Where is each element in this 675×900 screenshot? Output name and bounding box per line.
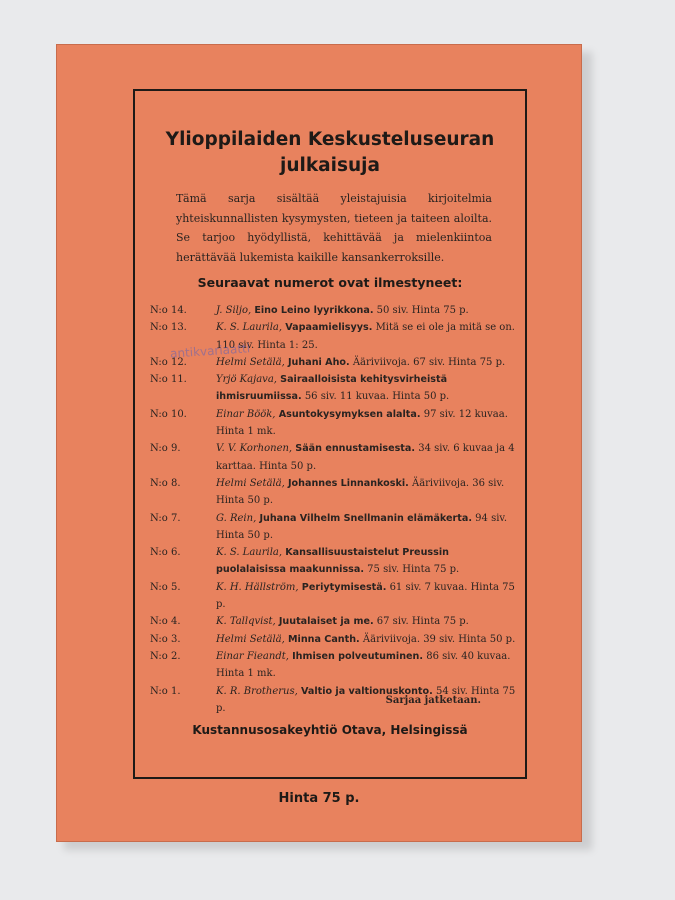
- work-title: Minna Canth.: [287, 633, 360, 645]
- work-title: Johannes Linnankoski.: [287, 477, 409, 489]
- issue-number: N:o 7.: [150, 512, 181, 524]
- author-name: Helmi Setälä,: [216, 356, 285, 368]
- work-title: Vapaamielisyys.: [285, 322, 373, 334]
- work-title: Juutalaiset ja me.: [278, 616, 374, 628]
- list-item: [150, 510, 516, 545]
- list-item: [150, 648, 516, 683]
- publisher-line: Kustannusosakeyhtiö Otava, Helsingissä: [192, 723, 468, 737]
- author-name: K. Tallqvist,: [216, 616, 276, 628]
- work-details: Ääriviivoja. 36 siv. Hinta 50 p.: [216, 477, 505, 507]
- list-item: [150, 631, 516, 648]
- author-name: G. Rein,: [216, 512, 257, 524]
- book-back-cover: [56, 44, 582, 842]
- entry-text: [216, 631, 516, 648]
- list-item: [150, 440, 516, 475]
- work-details: 56 siv. 11 kuvaa. Hinta 50 p.: [304, 391, 450, 403]
- entry-text: [216, 371, 516, 406]
- work-title: Juhani Aho.: [287, 356, 350, 368]
- issue-number: N:o 5.: [150, 581, 181, 593]
- work-title: Ihmisen polveutuminen.: [292, 650, 424, 662]
- list-item: [150, 544, 516, 579]
- author-name: K. S. Laurila,: [216, 322, 283, 334]
- work-title: Eino Leino lyyrikkona.: [254, 305, 374, 316]
- cover-price: Hinta 75 p.: [278, 791, 360, 806]
- series-intro: Tämä sarja sisältää yleistajuisia kirjoitelmia yhteiskunnallisten kysymysten, tieteen ja taiteen aloilta. Se tarjoo hyödyllistä, kehittävää ja mielenkiintoa herättävää lukemista kaikille kansankerroksille.: [176, 192, 492, 264]
- list-item: [150, 475, 516, 510]
- content-frame: [133, 89, 527, 779]
- issue-number: N:o 14.: [150, 305, 187, 316]
- author-name: Yrjö Kajava,: [216, 374, 277, 386]
- series-continued-note: Sarjaa jatketaan.: [385, 695, 481, 706]
- work-title: Asuntokysymyksen alalta.: [278, 408, 421, 420]
- work-title: Periytymisestä.: [301, 581, 387, 593]
- author-name: Einar Fieandt,: [216, 650, 289, 662]
- work-details: 75 siv. Hinta 75 p.: [367, 564, 460, 576]
- work-details: Mitä se ei ole ja mitä se on. 110 siv. Hinta 1: 25.: [216, 322, 515, 351]
- author-name: Helmi Setälä,: [216, 477, 285, 489]
- author-name: J. Siljo,: [216, 305, 252, 316]
- publication-list: [150, 302, 516, 717]
- work-title: Juhana Vilhelm Snellmanin elämäkerta.: [259, 512, 472, 524]
- author-name: K. H. Hällström,: [216, 581, 299, 593]
- work-details: 67 siv. Hinta 75 p.: [376, 616, 469, 628]
- issue-number: N:o 10.: [150, 408, 187, 420]
- issue-number: N:o 2.: [150, 650, 181, 662]
- work-details: 50 siv. Hinta 75 p.: [376, 305, 469, 316]
- watermark-text: antikvariaatti: [169, 341, 251, 361]
- list-item: [150, 613, 516, 630]
- work-title: Sairaalloisista kehitysvirheistä ihmisruumiissa.: [216, 374, 448, 403]
- series-title: Ylioppilaiden Keskusteluseuran julkaisuja: [165, 129, 495, 176]
- published-heading: Seuraavat numerot ovat ilmestyneet:: [197, 275, 463, 290]
- author-name: Einar Böök,: [216, 408, 276, 420]
- issue-number: N:o 9.: [150, 443, 181, 455]
- entry-text: [216, 648, 516, 683]
- entry-text: [216, 613, 516, 630]
- list-item: [150, 579, 516, 614]
- list-item: [150, 371, 516, 406]
- issue-number: N:o 11.: [150, 374, 187, 386]
- work-title: Valtio ja valtionuskonto.: [300, 685, 433, 697]
- entry-text: [216, 354, 516, 371]
- work-details: Ääriviivoja. 39 siv. Hinta 50 p.: [362, 633, 516, 645]
- issue-number: N:o 13.: [150, 322, 187, 334]
- issue-number: N:o 8.: [150, 477, 181, 489]
- work-details: 86 siv. 40 kuvaa. Hinta 1 mk.: [216, 650, 511, 680]
- entry-text: [216, 302, 516, 319]
- author-name: Helmi Setälä,: [216, 633, 285, 645]
- list-item: [150, 302, 516, 319]
- list-item: [150, 406, 516, 441]
- issue-number: N:o 1.: [150, 685, 181, 697]
- work-details: Ääriviivoja. 67 siv. Hinta 75 p.: [352, 356, 506, 368]
- work-title: Kansallisuustaistelut Preussin puolalaisissa maakunnissa.: [216, 547, 449, 576]
- entry-text: [216, 319, 516, 354]
- author-name: K. S. Laurila,: [216, 547, 283, 559]
- issue-number: N:o 3.: [150, 633, 181, 645]
- entry-text: [216, 544, 516, 579]
- entry-text: [216, 475, 516, 510]
- work-details: 34 siv. 6 kuvaa ja 4 karttaa. Hinta 50 p.: [216, 443, 515, 472]
- work-details: 94 siv. Hinta 50 p.: [216, 512, 508, 541]
- work-details: 54 siv. Hinta 75 p.: [216, 685, 516, 714]
- work-details: 61 siv. 7 kuvaa. Hinta 75 p.: [216, 581, 515, 611]
- author-name: K. R. Brotherus,: [216, 685, 298, 697]
- work-details: 97 siv. 12 kuvaa. Hinta 1 mk.: [216, 408, 508, 438]
- work-title: Sään ennustamisesta.: [295, 443, 416, 455]
- author-name: V. V. Korhonen,: [216, 443, 293, 455]
- entry-text: [216, 510, 516, 545]
- entry-text: [216, 440, 516, 475]
- issue-number: N:o 6.: [150, 547, 181, 559]
- entry-text: [216, 579, 516, 614]
- entry-text: [216, 406, 516, 441]
- issue-number: N:o 4.: [150, 616, 181, 628]
- issue-number: N:o 12.: [150, 356, 187, 368]
